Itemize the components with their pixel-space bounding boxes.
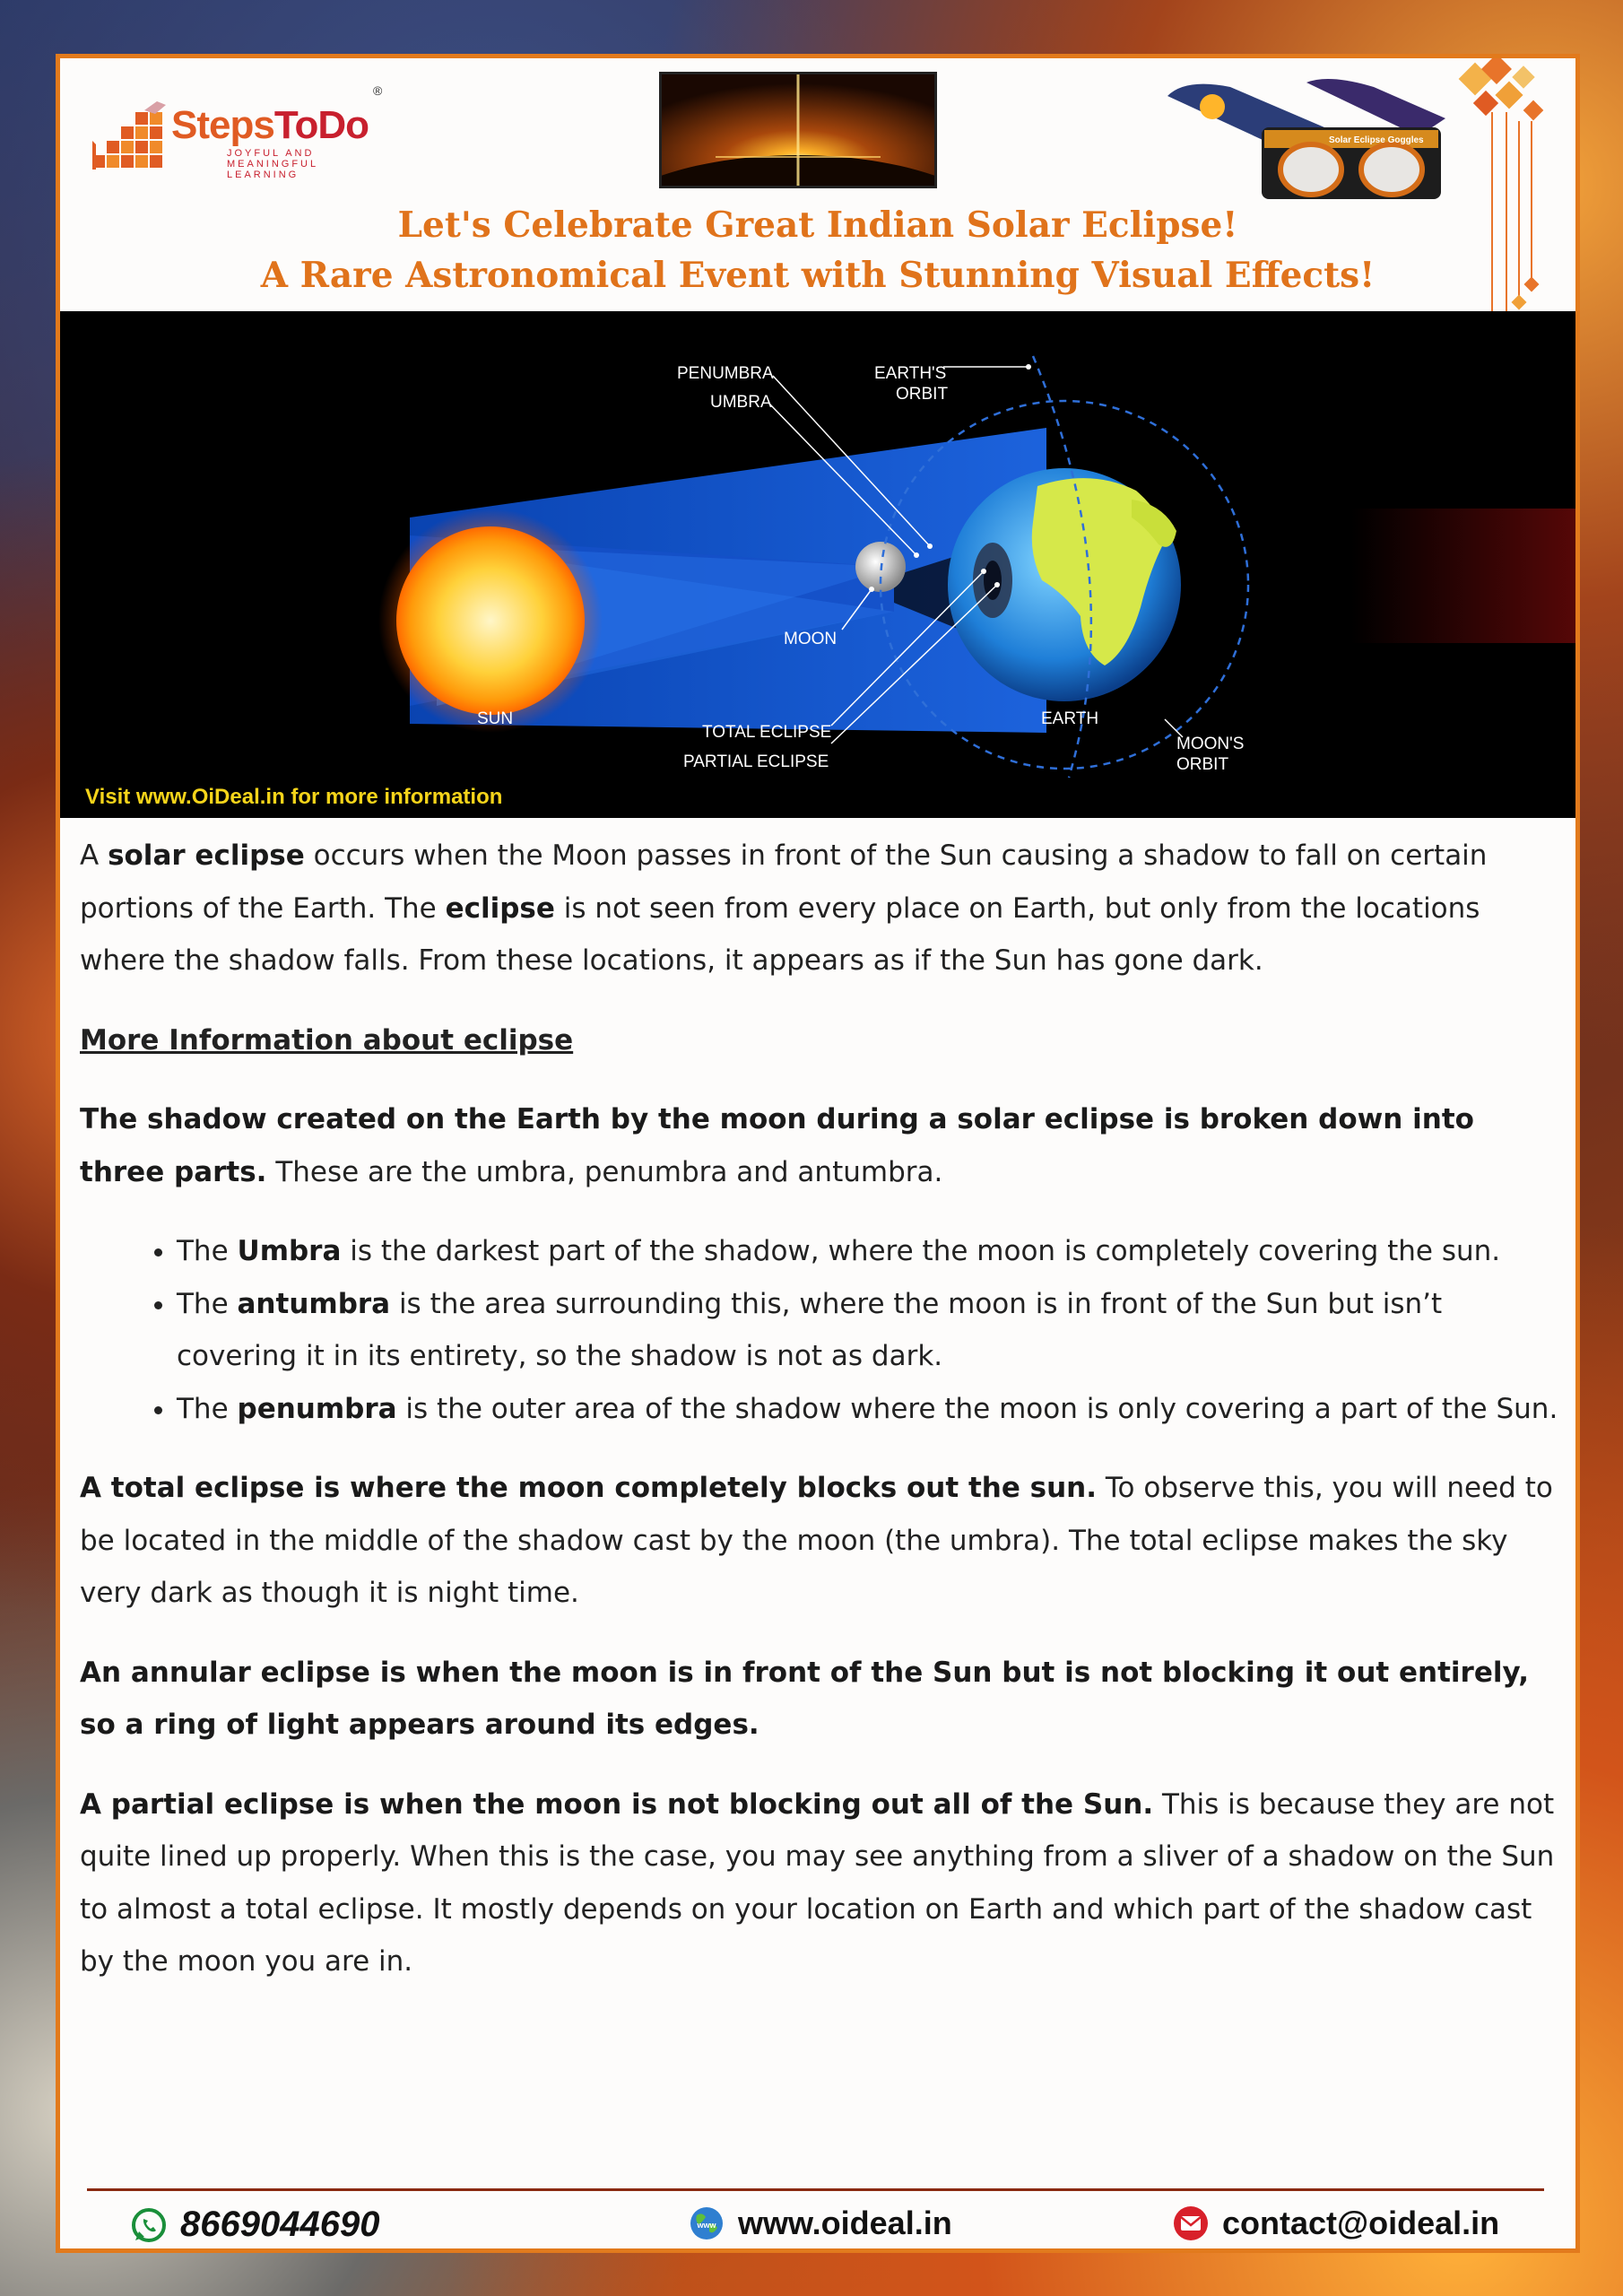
annular-eclipse-paragraph: An annular eclipse is when the moon is in front of the Sun but is not blocking it out entirely, so a ring of light appears around its edges. xyxy=(80,1656,1530,1741)
visit-link[interactable]: Visit www.OiDeal.in for more information xyxy=(85,785,503,809)
logo-wordmark: StepsToDo xyxy=(171,103,369,147)
footer-divider xyxy=(87,2188,1544,2191)
section-heading: More Information about eclipse xyxy=(80,1023,574,1057)
page-title xyxy=(60,200,1575,300)
stepstodo-logo[interactable] xyxy=(92,83,383,184)
label-moons-orbit-2: ORBIT xyxy=(1176,755,1229,774)
email-contact[interactable] xyxy=(1172,2205,1499,2242)
shadow-parts-list xyxy=(80,1225,1559,1435)
logo-steps-icon xyxy=(92,101,173,182)
label-earths-orbit-2: ORBIT xyxy=(896,385,949,404)
list-item-umbra: • The Umbra is the darkest part of the shadow, where the moon is completely covering the sun. xyxy=(177,1225,1559,1278)
intro-paragraph: A solar eclipse occurs when the Moon passes in front of the Sun causing a shadow to fall on certain portions of the Earth. The eclipse is not seen from every place on Earth, but only from the locations where the shadow falls. From these locations, it appears as if the Sun has gone dark. xyxy=(80,839,1488,977)
email-address: contact@oideal.in xyxy=(1222,2205,1500,2241)
list-item-penumbra: • The penumbra is the outer area of the shadow where the moon is only covering a part of the Sun. xyxy=(177,1383,1559,1436)
eclipse-sunrise-photo xyxy=(659,72,937,188)
registered-mark: ® xyxy=(373,83,383,98)
sun xyxy=(396,526,585,715)
glasses-label: Solar Eclipse Goggles xyxy=(1329,135,1424,145)
shadow-paragraph: The shadow created on the Earth by the moon during a solar eclipse is broken down into three parts. These are the umbra, penumbra and antumbra. xyxy=(80,1103,1474,1188)
phone-number: 8669044690 xyxy=(180,2205,380,2244)
label-earths-orbit-1: EARTH'S xyxy=(874,364,947,383)
list-item-antumbra: • The antumbra is the area surrounding this, where the moon is in front of the Sun but isn’t covering it in its entirety, so the shadow is not as dark. xyxy=(177,1278,1559,1383)
label-umbra: UMBRA xyxy=(710,393,772,412)
eclipse-glasses-image xyxy=(1159,78,1454,204)
label-partial-eclipse: PARTIAL ECLIPSE xyxy=(683,752,829,771)
flyer-card xyxy=(56,54,1580,2253)
title-line-1: Let's Celebrate Great Indian Solar Eclipse! xyxy=(397,204,1238,246)
footer xyxy=(60,2197,1575,2251)
phone-contact[interactable] xyxy=(130,2205,379,2245)
logo-tagline: JOYFUL AND MEANINGFUL LEARNING xyxy=(227,148,318,180)
label-moons-orbit-1: MOON'S xyxy=(1176,735,1245,753)
globe-icon xyxy=(688,2205,725,2242)
article-body xyxy=(80,830,1559,2015)
label-sun: SUN xyxy=(477,709,514,728)
whatsapp-icon xyxy=(130,2206,168,2244)
label-earth: EARTH xyxy=(1041,709,1099,728)
partial-eclipse-paragraph: A partial eclipse is when the moon is not blocking out all of the Sun. This is because they are not quite lined up properly. When this is the case, you may see anything from a sliver of a shadow on the Sun to almost a total eclipse. It mostly depends on your location on Earth and which part of the shadow cast by the moon you are in. xyxy=(80,1787,1555,1978)
title-line-2: A Rare Astronomical Event with Stunning Visual Effects! xyxy=(260,255,1376,296)
label-penumbra: PENUMBRA xyxy=(677,364,774,383)
website-url: www.oideal.in xyxy=(738,2205,952,2241)
solar-eclipse-diagram xyxy=(60,311,1575,818)
red-glow xyxy=(1351,509,1575,643)
total-eclipse-paragraph: A total eclipse is where the moon completely blocks out the sun. To observe this, you will need to be located in the middle of the shadow cast by the moon (the umbra). The total eclipse makes the sky very dark as though it is night time. xyxy=(80,1472,1553,1609)
svg-text:www: www xyxy=(697,2221,716,2230)
label-total-eclipse: TOTAL ECLIPSE xyxy=(702,723,832,742)
label-moon: MOON xyxy=(784,630,838,648)
eclipse-sunrise-image xyxy=(662,74,934,186)
mail-icon xyxy=(1172,2205,1210,2242)
website-contact[interactable] xyxy=(688,2205,952,2242)
